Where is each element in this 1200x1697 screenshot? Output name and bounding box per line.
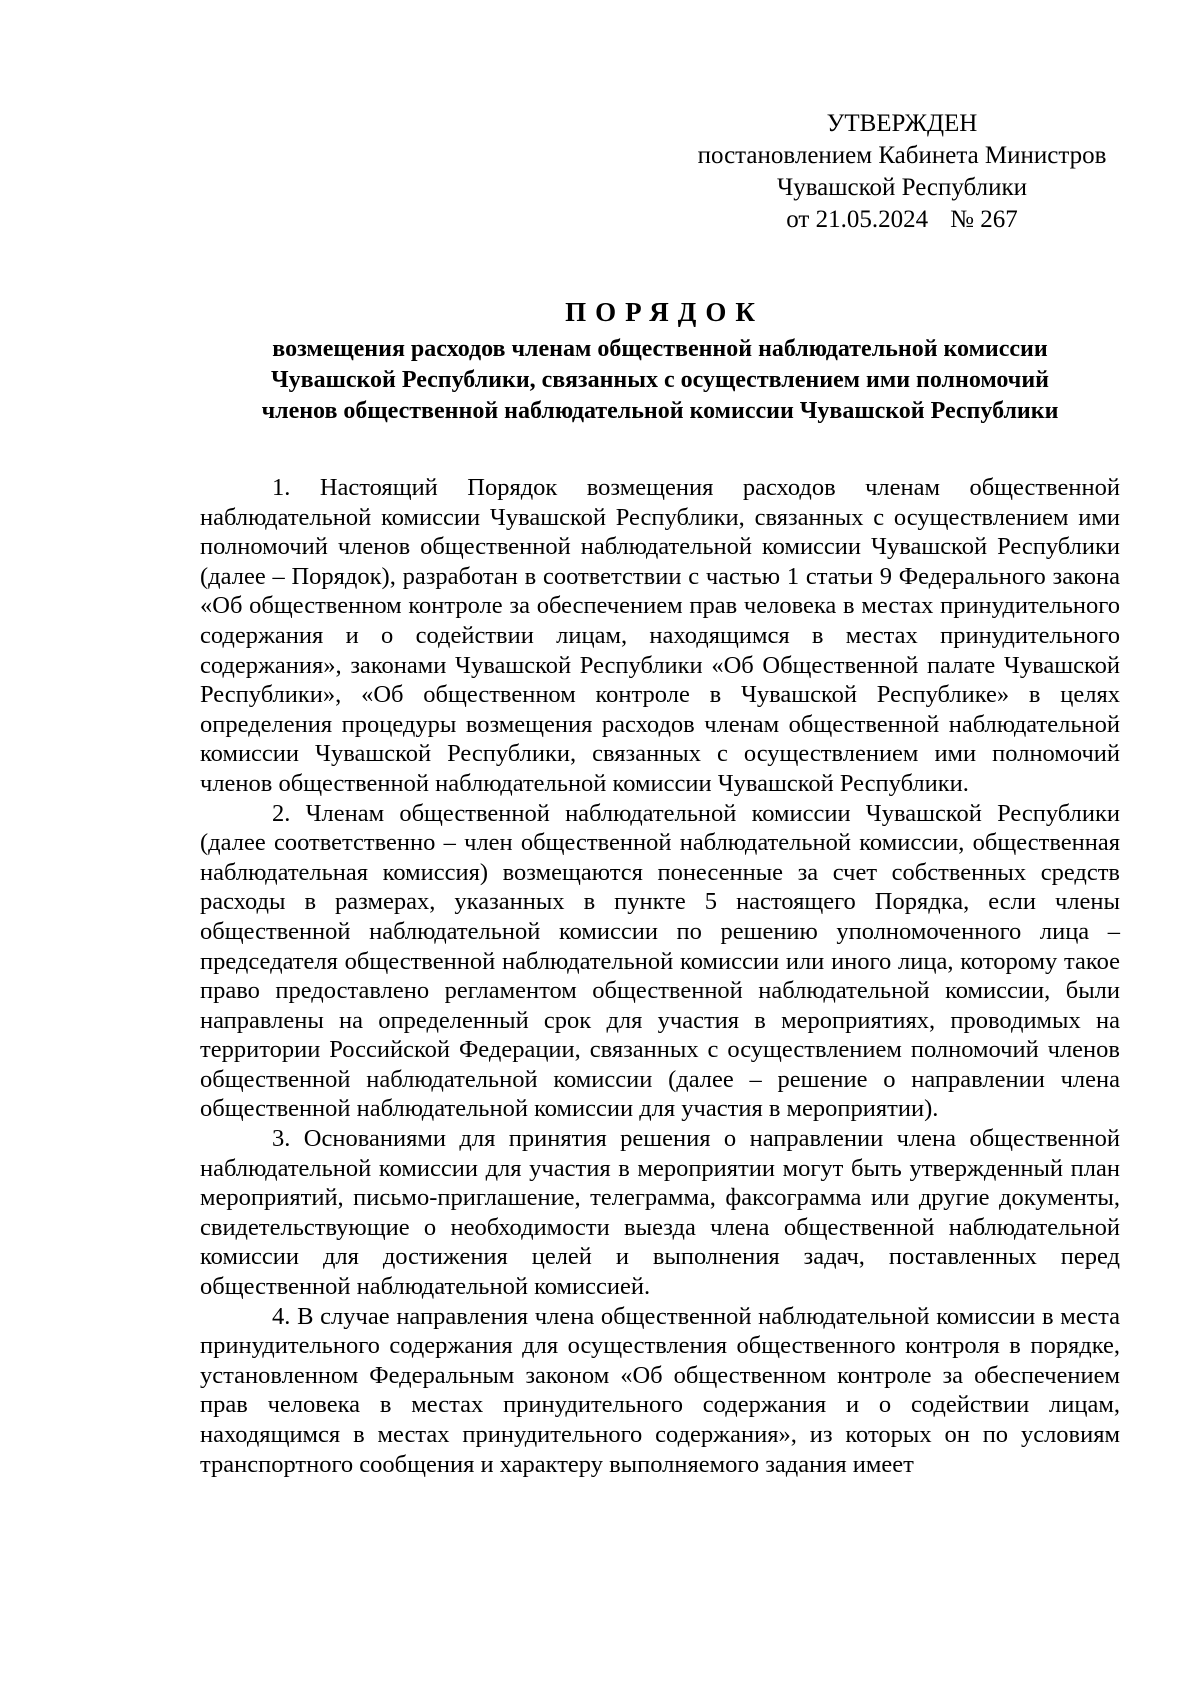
approval-heading: УТВЕРЖДЕН — [826, 110, 978, 137]
paragraph-1: 1. Настоящий Порядок возмещения расходов членам общественной наблюдательной комиссии Чувашской Республики, связанных с осуществлением ими полномочий членов общественной наблюдательной комиссии Чувашской Республики (далее – Порядок), разработан в соответствии с частью 1 статьи 9 Федерального закона «Об общественном контроле за обеспечением прав человека в местах принудительного содержания и о содействии лицам, находящимся в местах принудительного содержания», законами Чувашской Республики «Об Общественной палате Чувашской Республики», «Об общественном контроле в Чувашской Республике» в целях определения процедуры возмещения расходов членам общественной наблюдательной комиссии Чувашской Республики, связанных с осуществлением ими полномочий членов общественной наблюдательной комиссии Чувашской Республики. — [200, 474, 1120, 797]
paragraph-2: 2. Членам общественной наблюдательной комиссии Чувашской Республики (далее соответственно – член общественной наблюдательной комиссии, общественная наблюдательная комиссия) возмещаются понесенные за счет собственных средств расходы в размерах, указанных в пункте 5 настоящего Порядка, если члены общественной наблюдательной комиссии по решению уполномоченного лица – председателя общественной наблюдательной комиссии или иного лица, которому такое право предоставлено регламентом общественной наблюдательной комиссии, были направлены на определенный срок для участия в мероприятиях, проводимых на территории Российской Федерации, связанных с осуществлением полномочий членов общественной наблюдательной комиссии (далее – решение о направлении члена общественной наблюдательной комиссии для участия в мероприятии). — [200, 799, 1120, 1123]
document-body — [200, 473, 1120, 1479]
title-sub-line-3: членов общественной наблюдательной комиссии Чувашской Республики — [261, 398, 1059, 424]
approval-authority: постановлением Кабинета Министров — [697, 142, 1107, 169]
title-subtitle — [200, 334, 1120, 427]
paragraph-4: 4. В случае направления члена общественной наблюдательной комиссии в места принудительного содержания для осуществления общественного контроля в порядке, установленном Федеральным законом «Об общественном контроле за обеспечением прав человека в местах принудительного содержания и о содействии лицам, находящимся в местах принудительного содержания», из которых он по условиям транспортного сообщения и характеру выполняемого задания имеет — [200, 1302, 1120, 1478]
title-sub-line-1: возмещения расходов членам общественной наблюдательной комиссии — [272, 336, 1048, 362]
document-title — [200, 294, 1120, 427]
title-sub-line-2: Чувашской Республики, связанных с осуществлением ими полномочий — [271, 367, 1049, 393]
approval-region: Чувашской Республики — [776, 174, 1028, 201]
approval-date-line — [672, 204, 1132, 236]
approval-date: от 21.05.2024 — [786, 206, 929, 233]
approval-stamp — [672, 108, 1132, 236]
title-main: ПОРЯДОК — [565, 297, 764, 327]
approval-number: № 267 — [950, 206, 1018, 233]
paragraph-3: 3. Основаниями для принятия решения о направлении члена общественной наблюдательной комиссии для участия в мероприятии могут быть утвержденный план мероприятий, письмо-приглашение, телеграмма, факсограмма или другие документы, свидетельствующие о необходимости выезда члена общественной наблюдательной комиссии для достижения целей и выполнения задач, поставленных перед общественной наблюдательной комиссией. — [200, 1125, 1120, 1301]
